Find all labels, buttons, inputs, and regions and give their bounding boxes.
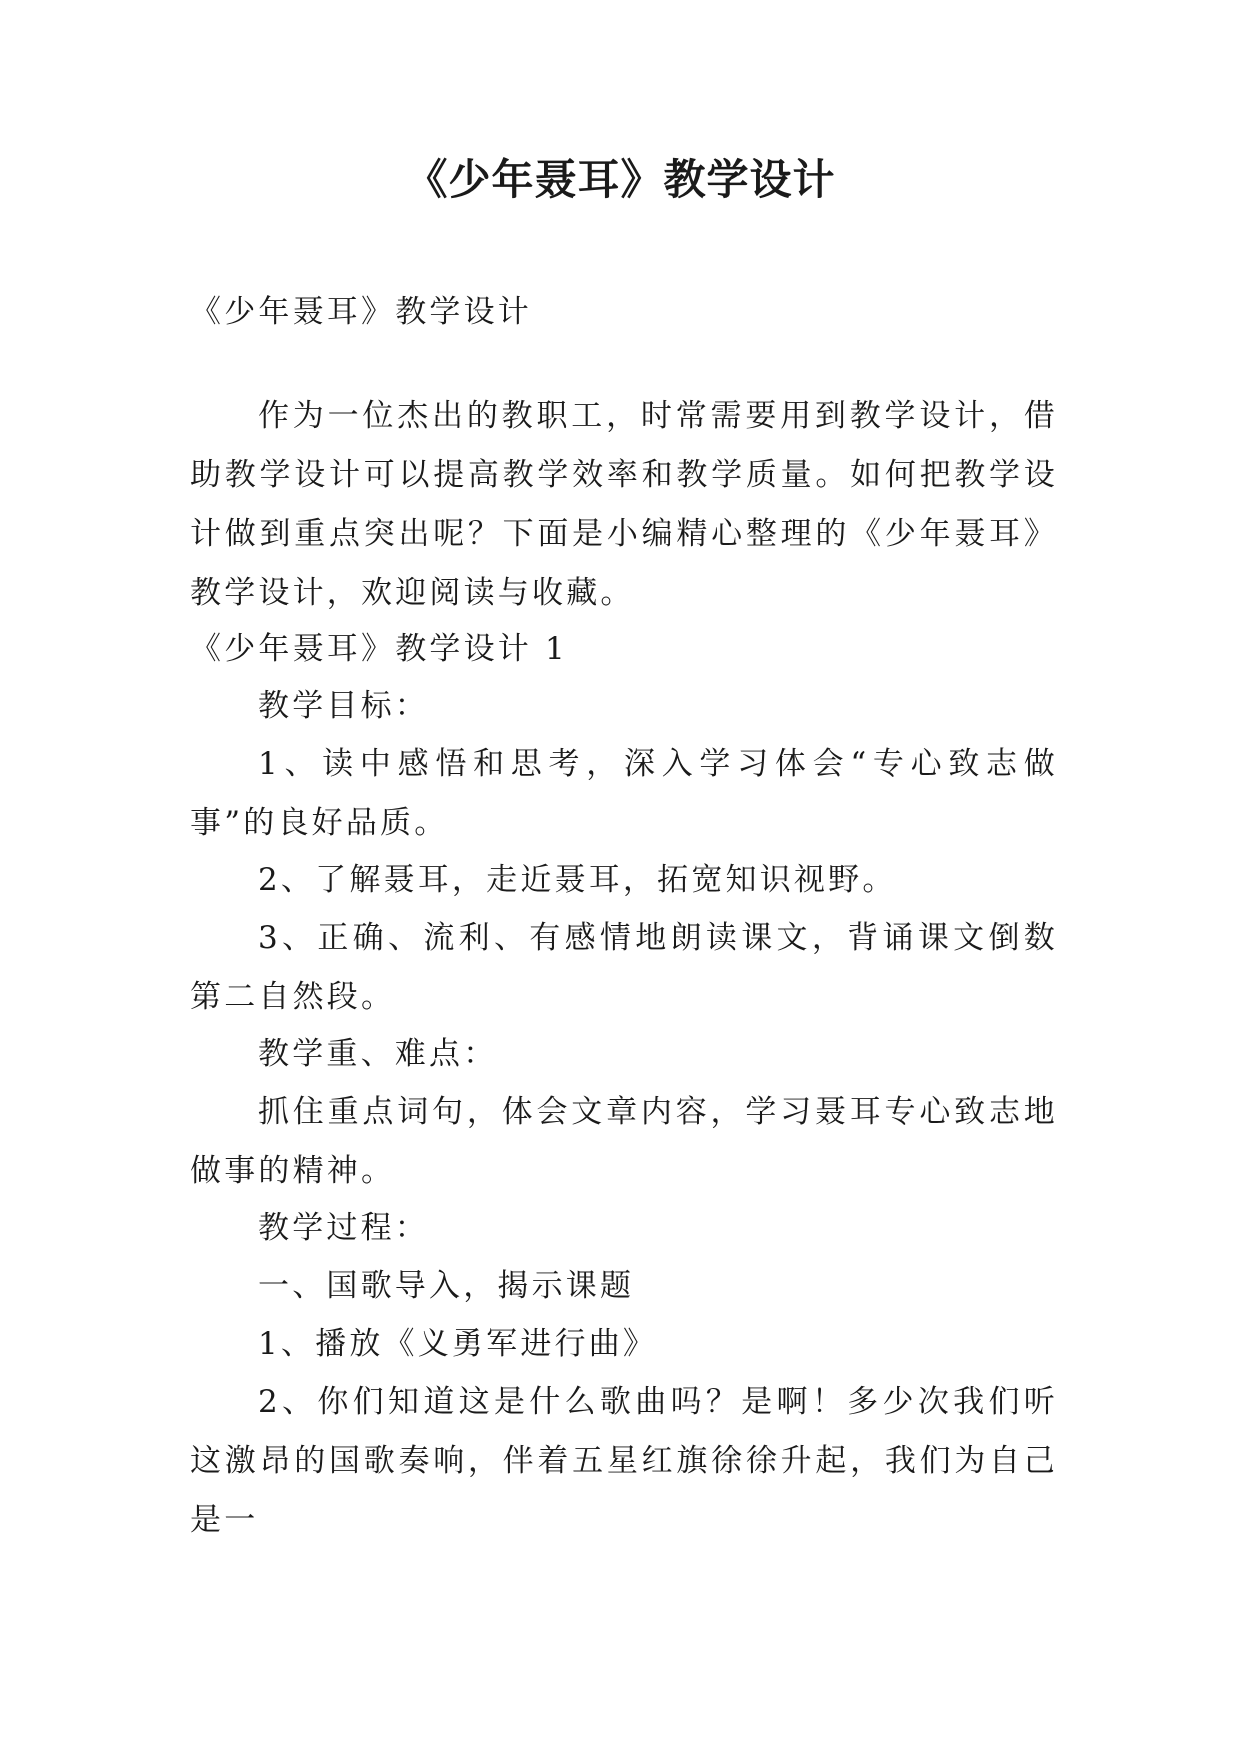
paragraph-step-1-heading: 一、国歌导入，揭示课题: [258, 1268, 635, 1304]
section-heading: 《少年聂耳》教学设计 1: [190, 631, 568, 667]
paragraph-step-1-2: 2、你们知道这是什么歌曲吗？是啊！多少次我们听这激昂的国歌奏响，伴着五星红旗徐徐升起，我们为自己是一: [190, 1384, 1058, 1538]
paragraph-key-points-label: 教学重、难点：: [258, 1036, 498, 1072]
paragraph-process-label: 教学过程：: [258, 1210, 429, 1246]
paragraph-key-points: 抓住重点词句，体会文章内容，学习聂耳专心致志地做事的精神。: [190, 1094, 1058, 1189]
document-subtitle: 《少年聂耳》教学设计: [190, 294, 532, 330]
paragraph-objectives-label: 教学目标：: [258, 688, 429, 724]
document-title: 《少年聂耳》教学设计: [405, 155, 836, 204]
intro-paragraph: 作为一位杰出的教职工，时常需要用到教学设计，借助教学设计可以提高教学效率和教学质量。如何把教学设计做到重点突出呢？下面是小编精心整理的《少年聂耳》教学设计，欢迎阅读与收藏。: [190, 398, 1058, 611]
paragraph-objective-1: 1、读中感悟和思考，深入学习体会“专心致志做事”的良好品质。: [190, 746, 1058, 841]
paragraph-objective-3: 3、正确、流利、有感情地朗读课文，背诵课文倒数第二自然段。: [190, 920, 1058, 1015]
paragraph-objective-2: 2、了解聂耳，走近聂耳，拓宽知识视野。: [258, 862, 897, 898]
paragraph-step-1-1: 1、播放《义勇军进行曲》: [258, 1326, 658, 1362]
